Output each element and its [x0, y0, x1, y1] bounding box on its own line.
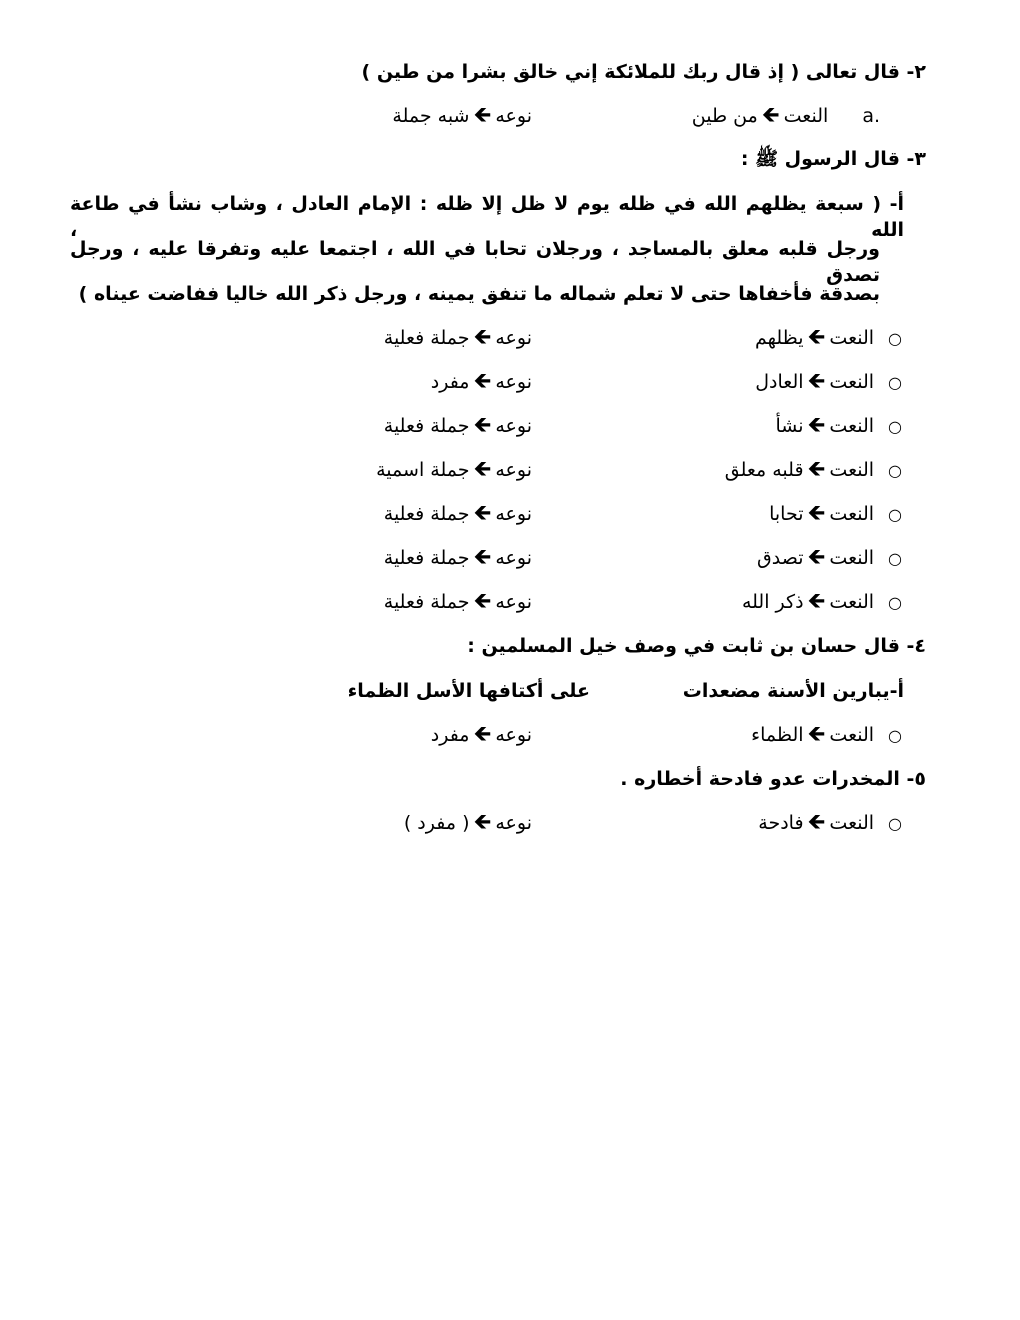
arrow-left-icon: 🡸 — [807, 413, 826, 438]
naat-value: تحابا — [769, 503, 804, 525]
list-item-type — [431, 369, 532, 395]
bullet-icon: ○ — [888, 549, 902, 568]
naat-label: النعت — [783, 105, 829, 127]
q2-type-row — [392, 103, 532, 129]
naat-value: نشأ — [775, 415, 804, 437]
naat-label: النعت — [829, 547, 875, 569]
bullet-icon: ○ — [888, 726, 902, 745]
list-item — [776, 413, 903, 440]
verse-first-hemistich: أ-يبارين الأسنة مضعدات — [682, 680, 904, 702]
arrow-left-icon: 🡸 — [473, 413, 492, 438]
list-item-type — [431, 722, 532, 748]
list-item — [751, 722, 902, 749]
list-item-type — [384, 325, 532, 351]
arrow-left-icon: 🡸 — [473, 103, 492, 128]
arrow-left-icon: 🡸 — [807, 810, 826, 835]
type-label: نوعه — [495, 591, 532, 613]
type-value: مفرد — [430, 371, 470, 393]
naat-value: ذكر الله — [741, 591, 804, 613]
q3-title: ٣- قال الرسول ﷺ : — [740, 148, 926, 170]
list-item — [758, 810, 902, 837]
type-value: جملة اسمية — [376, 459, 470, 481]
q5-title: ٥- المخدرات عدو فادحة أخطاره . — [620, 768, 926, 790]
verse-second-hemistich: على أكتافها الأسل الظماء — [347, 680, 590, 702]
list-item — [769, 501, 902, 528]
arrow-left-icon: 🡸 — [473, 810, 492, 835]
list-item — [757, 545, 902, 572]
arrow-left-icon: 🡸 — [807, 722, 826, 747]
arrow-left-icon: 🡸 — [473, 369, 492, 394]
arrow-left-icon: 🡸 — [473, 589, 492, 614]
list-item-type — [384, 413, 532, 439]
list-item-type — [384, 545, 532, 571]
naat-value: الظماء — [751, 724, 804, 746]
arrow-left-icon: 🡸 — [807, 501, 826, 526]
naat-value: فادحة — [758, 812, 804, 834]
list-item — [742, 589, 902, 616]
naat-value: من طين — [691, 105, 758, 127]
hadith-line-1: أ- ( سبعة يظلهم الله في ظله يوم لا ظل إلا ظله : الإمام العادل ، وشاب نشأ في طاعة الله ، — [70, 193, 904, 241]
type-label: نوعه — [495, 503, 532, 525]
type-label: نوعه — [495, 459, 532, 481]
arrow-left-icon: 🡸 — [473, 325, 492, 350]
type-label: نوعه — [495, 547, 532, 569]
list-item — [755, 369, 902, 396]
bullet-icon: ○ — [888, 461, 902, 480]
list-item-type — [404, 810, 532, 836]
arrow-left-icon: 🡸 — [807, 457, 826, 482]
bullet-icon: ○ — [888, 505, 902, 524]
naat-label: النعت — [829, 327, 875, 349]
naat-value: قلبه معلق — [724, 459, 804, 481]
q2-naat-row — [692, 103, 880, 129]
hadith-line-2: ورجل قلبه معلق بالمساجد ، ورجلان تحابا في الله ، اجتمعا عليه وتفرقا عليه ، ورجل تصدق — [70, 238, 880, 286]
arrow-left-icon: 🡸 — [807, 589, 826, 614]
naat-label: النعت — [829, 812, 875, 834]
list-item-type — [384, 501, 532, 527]
naat-value: العادل — [755, 371, 804, 393]
bullet-icon: ○ — [888, 593, 902, 612]
bullet-icon: ○ — [888, 329, 902, 348]
naat-label: النعت — [829, 459, 875, 481]
type-label: نوعه — [495, 812, 532, 834]
naat-label: النعت — [829, 591, 875, 613]
naat-label: النعت — [829, 371, 875, 393]
type-label: نوعه — [495, 105, 532, 127]
arrow-left-icon: 🡸 — [473, 722, 492, 747]
list-item — [755, 325, 902, 352]
arrow-left-icon: 🡸 — [807, 325, 826, 350]
naat-label: النعت — [829, 415, 875, 437]
type-value: جملة فعلية — [383, 503, 470, 525]
list-item — [725, 457, 902, 484]
bullet-icon: ○ — [888, 373, 902, 392]
list-item-type — [384, 589, 532, 615]
arrow-left-icon: 🡸 — [761, 103, 780, 128]
list-marker: a. — [862, 105, 880, 127]
type-value: جملة فعلية — [383, 591, 470, 613]
q4-title: ٤- قال حسان بن ثابت في وصف خيل المسلمين : — [467, 635, 926, 657]
bullet-icon: ○ — [888, 417, 902, 436]
type-label: نوعه — [495, 327, 532, 349]
type-value: جملة فعلية — [383, 415, 470, 437]
naat-value: يظلهم — [754, 327, 804, 349]
type-label: نوعه — [495, 415, 532, 437]
type-value: مفرد — [430, 724, 470, 746]
naat-value: تصدق — [757, 547, 804, 569]
type-label: نوعه — [495, 371, 532, 393]
type-value: شبه جملة — [392, 105, 470, 127]
arrow-left-icon: 🡸 — [473, 545, 492, 570]
naat-label: النعت — [829, 503, 875, 525]
arrow-left-icon: 🡸 — [473, 501, 492, 526]
arrow-left-icon: 🡸 — [807, 369, 826, 394]
q2-title: ٢- قال تعالى ( إذ قال ربك للملائكة إني خالق بشرا من طين ) — [361, 61, 926, 83]
type-value: جملة فعلية — [383, 327, 470, 349]
naat-label: النعت — [829, 724, 875, 746]
arrow-left-icon: 🡸 — [473, 457, 492, 482]
list-item-type — [376, 457, 532, 483]
arrow-left-icon: 🡸 — [807, 545, 826, 570]
type-value: ( مفرد ) — [403, 812, 470, 834]
type-value: جملة فعلية — [383, 547, 470, 569]
hadith-line-3: بصدقة فأخفاها حتى لا تعلم شماله ما تنفق يمينه ، ورجل ذكر الله خاليا ففاضت عيناه ) — [78, 283, 880, 305]
type-label: نوعه — [495, 724, 532, 746]
bullet-icon: ○ — [888, 814, 902, 833]
